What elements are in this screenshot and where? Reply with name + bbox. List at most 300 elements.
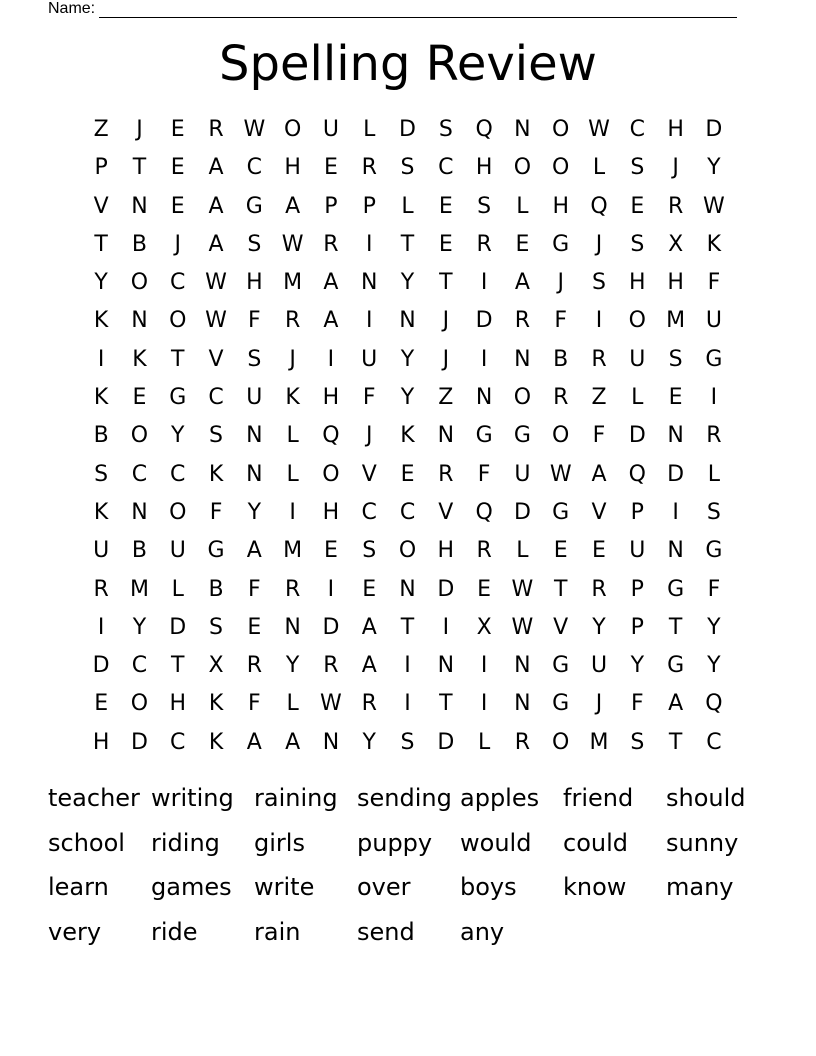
grid-letter: E (170, 155, 185, 181)
grid-letter: Q (628, 461, 646, 487)
grid-letter: G (245, 193, 263, 219)
grid-letter: A (323, 308, 339, 334)
grid-letter: V (361, 461, 377, 487)
grid-letter: Y (592, 614, 606, 640)
grid-letter: V (591, 499, 607, 525)
grid-letter: G (552, 231, 570, 257)
grid-letter: R (476, 231, 492, 257)
grid-letter: B (131, 231, 147, 257)
word-bank-item: write (254, 873, 315, 902)
word-bank-item: ride (151, 918, 198, 947)
word-bank-item: learn (48, 873, 109, 902)
grid-letter: D (437, 576, 455, 602)
grid-letter: A (208, 155, 224, 181)
grid-letter: H (322, 385, 340, 411)
grid-letter: M (666, 308, 686, 334)
grid-letter: O (552, 155, 570, 181)
grid-letter: Z (591, 385, 607, 411)
grid-letter: N (284, 614, 301, 640)
grid-letter: O (513, 155, 532, 181)
grid-letter: I (480, 346, 488, 372)
grid-letter: K (93, 385, 109, 411)
grid-letter: Z (93, 117, 109, 142)
grid-letter: W (549, 461, 572, 487)
grid-letter: C (208, 385, 224, 411)
grid-letter: Q (705, 691, 723, 717)
grid-letter: C (170, 729, 186, 755)
grid-letter: C (131, 461, 148, 487)
grid-letter: F (362, 385, 376, 411)
word-bank-item: very (48, 918, 102, 947)
grid-letter: R (476, 538, 492, 564)
grid-letter: L (707, 461, 721, 487)
grid-letter: O (130, 423, 149, 449)
grid-letter: S (592, 270, 606, 296)
grid-letter: E (323, 155, 338, 181)
grid-letter: N (475, 385, 493, 411)
grid-letter: G (552, 691, 570, 717)
grid-letter: Y (400, 346, 415, 372)
grid-letter: R (323, 653, 339, 679)
grid-letter: E (362, 576, 377, 602)
grid-letter: S (400, 155, 415, 181)
grid-letter: G (552, 499, 570, 525)
grid-letter: F (707, 576, 721, 602)
grid-letter: D (705, 117, 723, 142)
grid-letter: N (667, 538, 684, 564)
grid-letter: K (706, 231, 722, 257)
grid-letter: D (628, 423, 646, 449)
grid-letter: H (169, 691, 187, 717)
grid-letter: S (209, 614, 224, 640)
grid-letter: T (400, 231, 415, 257)
grid-letter: O (130, 270, 149, 296)
grid-letter: C (170, 461, 186, 487)
grid-letter: E (247, 614, 262, 640)
grid-letter: F (248, 576, 261, 602)
grid-letter: A (285, 729, 301, 755)
grid-letter: O (322, 461, 340, 487)
grid-letter: R (591, 576, 607, 602)
name-line (48, 0, 737, 18)
grid-letter: N (437, 653, 455, 679)
grid-letter: E (170, 193, 185, 219)
grid-letter: P (362, 193, 376, 219)
grid-letter: O (283, 117, 302, 142)
grid-letter: F (707, 270, 721, 296)
word-bank-item: sunny (666, 828, 739, 857)
grid-letter: B (93, 423, 109, 449)
grid-letter: M (129, 576, 149, 602)
grid-letter: P (324, 193, 338, 219)
grid-letter: K (208, 729, 224, 755)
grid-letter: B (553, 346, 569, 372)
grid-letter: D (169, 614, 187, 640)
grid-letter: J (595, 231, 603, 257)
grid-letter: R (667, 193, 684, 219)
grid-letter: G (705, 346, 723, 372)
grid-letter: E (400, 461, 415, 487)
grid-letter: N (360, 270, 378, 296)
grid-letter: E (323, 538, 338, 564)
grid-letter: R (93, 576, 109, 602)
grid-letter: A (208, 193, 224, 219)
grid-letter: E (94, 691, 109, 717)
grid-letter: I (97, 614, 105, 640)
grid-letter: N (246, 461, 263, 487)
grid-letter: C (246, 155, 263, 181)
word-bank-item: many (666, 873, 734, 902)
word-bank-item: school (48, 828, 125, 857)
grid-letter: U (361, 346, 378, 372)
grid-letter: B (131, 538, 147, 564)
grid-letter: G (667, 576, 685, 602)
grid-letter: N (131, 308, 148, 334)
word-bank-item: writing (151, 784, 234, 812)
word-bank-item: send (357, 918, 415, 947)
word-bank-item: apples (460, 784, 540, 812)
name-label: Name: (48, 0, 96, 17)
grid-letter: A (361, 614, 377, 640)
grid-letter: H (667, 270, 684, 296)
grid-letter: T (94, 231, 108, 257)
grid-letter: R (284, 308, 301, 334)
grid-letter: W (320, 691, 342, 717)
grid-letter: A (208, 231, 224, 257)
grid-letter: G (667, 653, 685, 679)
grid-letter: K (93, 308, 109, 334)
grid-letter: K (208, 691, 224, 717)
grid-letter: S (247, 231, 262, 257)
grid-letter: K (400, 423, 415, 449)
grid-letter: J (365, 423, 373, 449)
grid-letter: I (710, 385, 718, 411)
grid-letter: F (248, 308, 261, 334)
grid-letter: G (552, 653, 570, 679)
grid-letter: R (514, 308, 531, 334)
grid-letter: Y (362, 729, 376, 755)
grid-letter: U (629, 346, 646, 372)
grid-letter: U (322, 117, 339, 142)
grid-letter: V (208, 346, 224, 372)
grid-letter: R (284, 576, 301, 602)
grid-letter: L (516, 193, 529, 219)
grid-letter: M (589, 729, 609, 755)
word-bank-item: over (357, 873, 411, 902)
grid-letter: O (552, 117, 570, 142)
grid-letter: A (514, 270, 530, 296)
grid-letter: L (363, 117, 376, 142)
grid-letter: E (438, 231, 453, 257)
grid-letter: V (553, 614, 569, 640)
word-bank-item: any (460, 918, 505, 947)
grid-letter: M (283, 538, 303, 564)
grid-letter: T (668, 729, 683, 755)
grid-letter: Q (475, 499, 493, 525)
word-bank-item: puppy (357, 828, 433, 857)
grid-letter: S (94, 461, 109, 487)
grid-letter: Y (132, 614, 147, 640)
page-title: Spelling Review (219, 36, 597, 92)
grid-letter: U (590, 653, 608, 679)
grid-letter: H (629, 270, 646, 296)
grid-letter: Y (400, 270, 415, 296)
grid-letter: T (553, 576, 568, 602)
grid-letter: L (286, 461, 299, 487)
grid-letter: R (246, 653, 262, 679)
grid-letter: S (438, 117, 453, 142)
grid-letter: J (557, 270, 564, 296)
grid-letter: R (323, 231, 339, 257)
word-bank-item: raining (254, 784, 338, 812)
grid-letter: O (552, 729, 570, 755)
grid-letter: Y (400, 385, 415, 411)
grid-letter: U (93, 538, 110, 564)
grid-letter: L (631, 385, 644, 411)
grid-letter: T (668, 614, 683, 640)
grid-letter: L (477, 729, 491, 755)
grid-letter: O (628, 308, 646, 334)
grid-letter: J (174, 231, 181, 257)
grid-letter: H (284, 155, 301, 181)
grid-letter: F (477, 461, 491, 487)
grid-letter: L (171, 576, 184, 602)
grid-letter: W (511, 576, 534, 602)
grid-letter: S (477, 193, 492, 219)
grid-letter: G (207, 538, 225, 564)
grid-letter: C (131, 653, 148, 679)
word-bank-item: sending (357, 784, 452, 812)
grid-letter: W (703, 193, 725, 219)
grid-letter: F (592, 423, 606, 449)
grid-letter: W (243, 117, 266, 142)
grid-letter: J (442, 346, 450, 372)
grid-letter: A (591, 461, 607, 487)
grid-letter: E (592, 538, 606, 564)
grid-letter: I (480, 653, 488, 679)
grid-letter: N (246, 423, 263, 449)
word-bank-item: riding (151, 828, 220, 857)
word-bank-item: teacher (48, 784, 140, 812)
grid-letter: H (246, 270, 263, 296)
grid-letter: R (553, 385, 569, 411)
grid-letter: D (475, 308, 493, 334)
grid-letter: S (630, 155, 645, 181)
grid-letter: A (246, 729, 262, 755)
grid-letter: I (327, 576, 335, 602)
name-underline (99, 3, 737, 18)
grid-letter: W (205, 308, 227, 334)
grid-letter: F (209, 499, 223, 525)
word-bank-item: know (563, 873, 627, 902)
grid-letter: H (437, 538, 455, 564)
grid-letter: F (554, 308, 568, 334)
grid-letter: C (629, 117, 645, 142)
grid-letter: A (323, 270, 339, 296)
grid-letter: U (514, 461, 531, 487)
grid-letter: L (286, 423, 299, 449)
grid-letter: I (97, 346, 105, 372)
grid-letter: S (630, 231, 645, 257)
grid-letter: H (552, 193, 569, 219)
grid-letter: U (629, 538, 646, 564)
grid-letter: R (361, 155, 377, 181)
grid-letter: L (401, 193, 414, 219)
grid-letter: S (400, 729, 415, 755)
grid-letter: Q (590, 193, 608, 219)
grid-letter: K (208, 461, 224, 487)
grid-letter: S (668, 346, 683, 372)
grid-letter: P (630, 614, 644, 640)
grid-letter: H (667, 117, 684, 142)
grid-letter: D (437, 729, 455, 755)
grid-letter: I (595, 308, 603, 334)
grid-letter: I (480, 691, 488, 717)
grid-letter: P (630, 499, 644, 525)
grid-letter: X (208, 653, 224, 679)
grid-letter: O (398, 538, 417, 564)
grid-letter: I (480, 270, 488, 296)
grid-letter: E (477, 576, 492, 602)
grid-letter: E (630, 193, 645, 219)
grid-letter: T (439, 691, 453, 717)
word-bank-item: games (151, 873, 232, 902)
grid-letter: U (705, 308, 722, 334)
grid-letter: N (514, 346, 531, 372)
grid-letter: G (475, 423, 493, 449)
grid-letter: L (516, 538, 529, 564)
grid-letter: Z (438, 385, 454, 411)
grid-letter: I (365, 231, 373, 257)
grid-letter: S (630, 729, 645, 755)
grid-letter: A (285, 193, 301, 219)
grid-letter: N (667, 423, 684, 449)
grid-letter: W (588, 117, 610, 142)
grid-letter: R (208, 117, 224, 142)
grid-letter: Q (475, 117, 493, 142)
grid-letter: I (289, 499, 296, 525)
grid-letter: W (511, 614, 534, 640)
grid-letter: J (672, 155, 679, 181)
grid-letter: N (131, 193, 148, 219)
grid-letter: F (248, 691, 261, 717)
grid-letter: E (553, 538, 568, 564)
grid-letter: Y (285, 653, 300, 679)
grid-letter: T (132, 155, 147, 181)
grid-letter: Y (707, 155, 721, 181)
grid-letter: O (169, 499, 187, 525)
grid-letter: E (668, 385, 683, 411)
grid-letter: C (361, 499, 377, 525)
grid-letter: T (171, 346, 185, 372)
grid-letter: Y (707, 653, 721, 679)
grid-letter: W (205, 270, 227, 296)
grid-letter: F (630, 691, 644, 717)
grid-letter: J (442, 308, 450, 334)
word-bank (48, 776, 769, 955)
grid-letter: N (131, 499, 148, 525)
grid-letter: C (399, 499, 416, 525)
grid-letter: E (132, 385, 147, 411)
grid-letter: I (672, 499, 679, 525)
grid-letter: S (247, 346, 262, 372)
grid-letter: S (706, 499, 721, 525)
grid-letter: S (362, 538, 377, 564)
grid-letter: Y (94, 270, 108, 296)
word-bank-item: would (460, 828, 532, 857)
grid-letter: Y (630, 653, 645, 679)
grid-letter: R (514, 729, 531, 755)
grid-letter: C (170, 270, 186, 296)
grid-letter: G (513, 423, 531, 449)
grid-letter: I (442, 614, 450, 640)
grid-letter: A (361, 653, 377, 679)
word-bank-item: boys (460, 873, 517, 902)
grid-letter: X (476, 614, 492, 640)
word-bank-item: could (563, 828, 628, 857)
grid-letter: G (169, 385, 187, 411)
grid-letter: R (438, 461, 454, 487)
grid-letter: K (285, 385, 300, 411)
grid-letter: N (514, 117, 531, 142)
grid-letter: E (438, 193, 453, 219)
grid-letter: P (94, 155, 108, 181)
grid-letter: I (327, 346, 335, 372)
grid-letter: A (246, 538, 262, 564)
grid-letter: J (136, 117, 143, 142)
grid-letter: U (169, 538, 186, 564)
grid-letter: D (399, 117, 416, 142)
grid-letter: R (591, 346, 607, 372)
grid-letter: L (592, 155, 606, 181)
grid-letter: D (322, 614, 340, 640)
grid-letter: P (630, 576, 644, 602)
grid-letter: O (130, 691, 149, 717)
grid-letter: Y (707, 614, 721, 640)
grid-letter: B (208, 576, 224, 602)
grid-letter: L (286, 691, 299, 717)
grid-letter: I (404, 653, 411, 679)
grid-letter: T (171, 653, 185, 679)
grid-letter: E (170, 117, 185, 142)
grid-letter: D (92, 653, 110, 679)
grid-letter: O (169, 308, 187, 334)
grid-letter: E (515, 231, 530, 257)
grid-letter: D (513, 499, 531, 525)
grid-letter: S (209, 423, 224, 449)
grid-letter: H (475, 155, 493, 181)
word-bank-item: should (666, 784, 746, 812)
grid-letter: C (706, 729, 722, 755)
grid-letter: D (667, 461, 685, 487)
grid-letter: N (514, 691, 531, 717)
grid-letter: R (706, 423, 722, 449)
grid-letter: V (93, 193, 109, 219)
letter-grid (82, 111, 733, 762)
grid-letter: N (437, 423, 455, 449)
grid-letter: Y (247, 499, 262, 525)
grid-letter: N (399, 308, 416, 334)
grid-letter: I (365, 308, 373, 334)
grid-letter: I (404, 691, 411, 717)
grid-letter: N (514, 653, 531, 679)
grid-letter: W (281, 231, 304, 257)
grid-letter: H (92, 729, 110, 755)
word-bank-item: girls (254, 828, 305, 857)
grid-letter: O (552, 423, 570, 449)
grid-letter: R (361, 691, 377, 717)
grid-letter: H (322, 499, 340, 525)
